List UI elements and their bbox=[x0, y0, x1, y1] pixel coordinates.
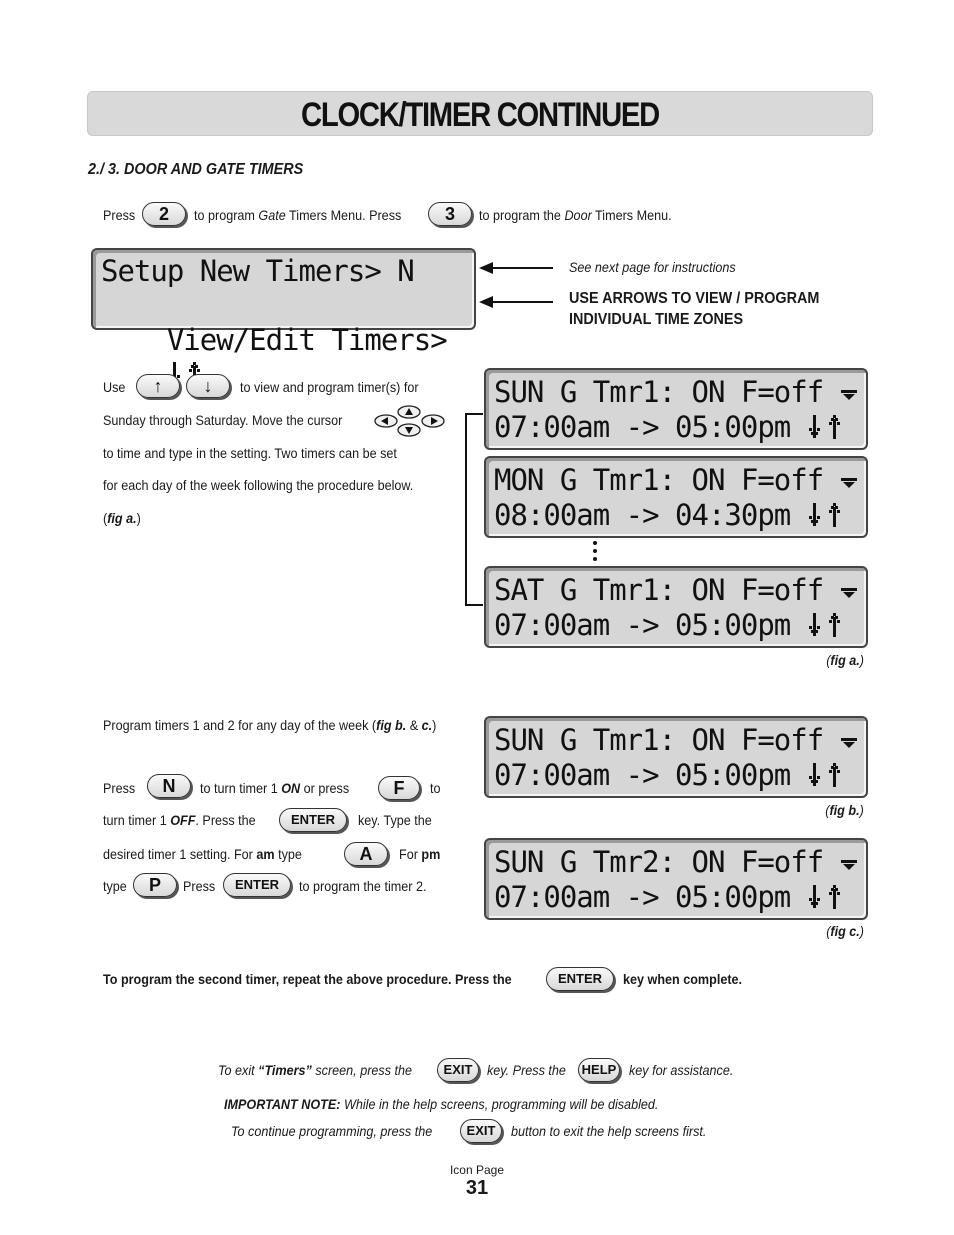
intro-gate-b: Timers Menu. Press bbox=[289, 207, 402, 223]
arrow-line bbox=[491, 267, 553, 269]
paren-open: ( bbox=[103, 510, 108, 526]
footer-note-line1-mid: key. Press the bbox=[487, 1062, 566, 1078]
lcd-line1 bbox=[494, 573, 858, 607]
key-p-button: P bbox=[133, 873, 177, 897]
use-label: Use bbox=[103, 379, 126, 395]
fig-a-ref: fig a. bbox=[107, 510, 137, 526]
menu-lcd bbox=[91, 248, 476, 357]
footer-note-line3: To continue programming, press the bbox=[231, 1123, 433, 1139]
lcd-line2-text: 07:00am -> 05:00pm bbox=[494, 608, 791, 642]
intro-gate-a: to program bbox=[194, 207, 255, 223]
lcd-line1-text: SUN G Tmr2: ON F=off bbox=[494, 845, 824, 879]
up-arrow-key: ↑ bbox=[136, 374, 180, 398]
program-line1 bbox=[103, 717, 436, 733]
intro-press: Press bbox=[103, 207, 136, 223]
exit-key: EXIT bbox=[437, 1058, 479, 1082]
help-key: HELP bbox=[578, 1058, 620, 1082]
line3-b: . Press the bbox=[195, 812, 256, 828]
footer-note-line1 bbox=[218, 1062, 412, 1078]
use-line3: to time and type in the setting. Two timers can be set bbox=[103, 445, 397, 461]
timers-word: “Timers” bbox=[258, 1062, 312, 1078]
four-arrows-icon bbox=[374, 404, 446, 438]
program-press: Press bbox=[103, 780, 136, 796]
am-word: am bbox=[256, 846, 275, 862]
fig-b-caption-text: fig b. bbox=[829, 802, 860, 818]
down-up-arrows-icon bbox=[807, 501, 847, 529]
use-line1: to view and program timer(s) for bbox=[240, 379, 419, 395]
down-up-arrows-icon bbox=[807, 883, 847, 911]
lcd-line1-text: SAT G Tmr1: ON F=off bbox=[494, 573, 824, 607]
lcd-line1 bbox=[494, 845, 858, 879]
ellipsis-dot bbox=[593, 549, 597, 553]
footer-note-line3-end: button to exit the help screens first. bbox=[511, 1123, 707, 1139]
enter-key: ENTER bbox=[223, 873, 291, 897]
ellipsis-dot bbox=[593, 541, 597, 545]
page-number: 31 bbox=[465, 1177, 489, 1199]
off-word: OFF bbox=[170, 812, 196, 828]
on-word: ON bbox=[281, 780, 301, 796]
important-note-text: While in the help screens, programming will be disabled. bbox=[343, 1096, 659, 1112]
section-title: 2./ 3. DOOR AND GATE TIMERS bbox=[88, 161, 304, 178]
lcd-line1 bbox=[494, 463, 858, 497]
line3-a: turn timer 1 bbox=[103, 812, 167, 828]
important-note-label: IMPORTANT NOTE: bbox=[224, 1096, 341, 1112]
note-see-next-page: See next page for instructions bbox=[569, 259, 736, 275]
lcd-line1-text: MON G Tmr1: ON F=off bbox=[494, 463, 824, 497]
fig-b-lcd bbox=[484, 716, 868, 798]
fig-c-caption-text: fig c. bbox=[830, 923, 860, 939]
program-line5-type: type bbox=[103, 878, 127, 894]
second-timer-text: To program the second timer, repeat the above procedure. Press the bbox=[103, 971, 512, 987]
enter-key: ENTER bbox=[546, 967, 614, 991]
down-triangle-icon bbox=[840, 736, 858, 750]
down-triangle-icon bbox=[840, 476, 858, 490]
fig-a-lcd-sun bbox=[484, 368, 868, 450]
turn-on-a: to turn timer 1 bbox=[200, 780, 278, 796]
program-line3 bbox=[103, 812, 256, 828]
exit-text-c: screen, press the bbox=[315, 1062, 413, 1078]
program-line4 bbox=[103, 846, 302, 862]
lcd-line2 bbox=[494, 880, 847, 914]
program-line1-a: Program timers 1 and 2 for any day of the week ( bbox=[103, 717, 377, 733]
second-timer-tail: key when complete. bbox=[623, 971, 743, 987]
lcd-line2-text: 07:00am -> 05:00pm bbox=[494, 410, 791, 444]
lcd-line1-text: SUN G Tmr1: ON F=off bbox=[494, 723, 824, 757]
menu-lcd-line2-text: View/Edit Timers> bbox=[166, 323, 447, 357]
down-up-arrows-icon bbox=[807, 761, 847, 789]
fig-b-caption: (fig b.) bbox=[825, 802, 864, 818]
key-3-button: 3 bbox=[428, 202, 472, 226]
menu-lcd-line1: Setup New Timers> N bbox=[101, 254, 414, 288]
intro-door-word: Door bbox=[564, 207, 592, 223]
exit-text-a: To exit bbox=[218, 1062, 255, 1078]
lcd-line2 bbox=[494, 758, 847, 792]
header-banner bbox=[87, 91, 873, 136]
footer-note-line2 bbox=[224, 1096, 658, 1112]
lcd-line2 bbox=[494, 608, 847, 642]
key-n-button: N bbox=[147, 774, 191, 798]
intro-gate-word: Gate bbox=[258, 207, 286, 223]
key-a-button: A bbox=[344, 842, 388, 866]
program-line1-amp: & bbox=[406, 717, 422, 733]
note-use-arrows: USE ARROWS TO VIEW / PROGRAM bbox=[569, 290, 820, 307]
key-2-button: 2 bbox=[142, 202, 186, 226]
use-line2: Sunday through Saturday. Move the cursor bbox=[103, 412, 343, 428]
paren-close: ) bbox=[136, 510, 141, 526]
use-line4: for each day of the week following the procedure below. bbox=[103, 477, 414, 493]
line4-c: For bbox=[399, 846, 418, 862]
pm-word: pm bbox=[421, 846, 441, 862]
lcd-line1 bbox=[494, 375, 858, 409]
lcd-line1 bbox=[494, 723, 858, 757]
footer-note-line1-end: key for assistance. bbox=[629, 1062, 734, 1078]
program-line4-c bbox=[399, 846, 440, 862]
program-line5-press: Press bbox=[183, 878, 216, 894]
exit-key: EXIT bbox=[460, 1119, 502, 1143]
fig-a-lcd-sat bbox=[484, 566, 868, 648]
program-line5-c: to program the timer 2. bbox=[299, 878, 427, 894]
down-arrow-key: ↓ bbox=[186, 374, 230, 398]
down-triangle-icon bbox=[840, 586, 858, 600]
use-line5 bbox=[103, 510, 141, 526]
fig-a-caption-text: fig a. bbox=[830, 652, 860, 668]
intro-gate-text bbox=[194, 207, 401, 223]
line4-b: type bbox=[278, 846, 302, 862]
lcd-line2-text: 07:00am -> 05:00pm bbox=[494, 758, 791, 792]
key-f-button: F bbox=[378, 776, 420, 800]
intro-door-a: to program the bbox=[479, 207, 561, 223]
line4-a: desired timer 1 setting. For bbox=[103, 846, 253, 862]
intro-door-text bbox=[479, 207, 672, 223]
fig-c-lcd bbox=[484, 838, 868, 920]
intro-door-b: Timers Menu. bbox=[595, 207, 672, 223]
bracket bbox=[465, 413, 483, 606]
enter-key: ENTER bbox=[279, 808, 347, 832]
lcd-line2-text: 07:00am -> 05:00pm bbox=[494, 880, 791, 914]
program-line1-close: ) bbox=[432, 717, 437, 733]
lcd-line2 bbox=[494, 498, 847, 532]
program-turn-on bbox=[200, 780, 349, 796]
lcd-line2 bbox=[494, 410, 847, 444]
fig-a-lcd-mon bbox=[484, 456, 868, 538]
fig-a-caption: (fig a.) bbox=[826, 652, 864, 668]
program-to: to bbox=[430, 780, 441, 796]
down-triangle-icon bbox=[840, 388, 858, 402]
down-up-arrows-icon bbox=[807, 413, 847, 441]
fig-c-ref: c. bbox=[421, 717, 433, 733]
lcd-line1-text: SUN G Tmr1: ON F=off bbox=[494, 375, 824, 409]
fig-c-caption: (fig c.) bbox=[826, 923, 864, 939]
lcd-line2-text: 08:00am -> 04:30pm bbox=[494, 498, 791, 532]
note-time-zones: INDIVIDUAL TIME ZONES bbox=[569, 311, 744, 328]
ellipsis-dot bbox=[593, 557, 597, 561]
program-line3-c: key. Type the bbox=[358, 812, 432, 828]
down-up-arrows-icon bbox=[807, 611, 847, 639]
fig-b-ref: fig b. bbox=[376, 717, 407, 733]
footer-label: Icon Page bbox=[449, 1163, 505, 1177]
arrow-line bbox=[491, 301, 553, 303]
page-title: CLOCK/TIMER CONTINUED bbox=[301, 96, 659, 134]
down-triangle-icon bbox=[840, 858, 858, 872]
turn-on-b: or press bbox=[303, 780, 350, 796]
